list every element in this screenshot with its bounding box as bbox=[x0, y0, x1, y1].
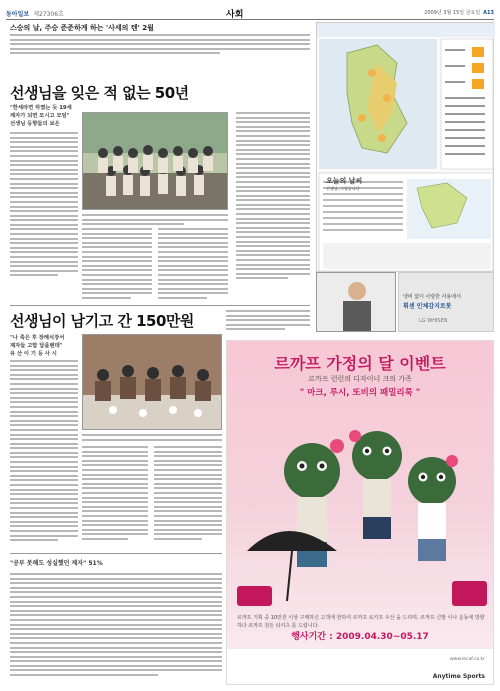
lecaf-ad-url[interactable]: www.lecaf.co.kr bbox=[449, 657, 485, 662]
article2-body-col2 bbox=[82, 446, 148, 542]
ad-photo-person bbox=[316, 272, 396, 332]
photo1-caption-lines bbox=[82, 214, 228, 228]
lecaf-ad-slogan: " 마크, 루시, 또비의 패밀리룩 " bbox=[299, 388, 421, 398]
intro-kicker: 스승의 날, 주승 준준하게 하는 '사세의 텐' 2월 bbox=[10, 24, 154, 32]
article1-body-col1 bbox=[10, 132, 78, 300]
whisen-brand: LG WHISEN bbox=[419, 318, 448, 324]
whisen-ad-line2: 휘센 인체감지로봇 bbox=[403, 303, 452, 310]
article2-body-col1 bbox=[10, 360, 78, 544]
mini-article bbox=[10, 553, 222, 679]
article1-body-col4 bbox=[236, 112, 310, 282]
lecaf-brand: Anytime Sports bbox=[432, 673, 485, 680]
photo2-caption-lines bbox=[82, 434, 222, 443]
date-page bbox=[424, 9, 494, 16]
article1-subhead-line1: "한세라면 하였는 듯 19세 bbox=[10, 105, 72, 111]
article1-subhead-line3: 선생님 등향들의 보은 bbox=[10, 121, 60, 127]
page-number: A13 bbox=[483, 10, 494, 16]
weather-title: 오늘의 날씨 bbox=[326, 177, 363, 185]
article2-body-col3 bbox=[154, 446, 222, 542]
lecaf-ad-illustration bbox=[227, 401, 494, 611]
article1-subhead bbox=[10, 104, 78, 128]
article1-subhead-line2: 제자가 되면 모시고 모임" bbox=[10, 113, 70, 119]
mini-article-headline: "공부 못해도 성실했던 제자" 51% bbox=[10, 560, 103, 567]
paper-title: 동아일보 bbox=[6, 11, 30, 18]
group-photo-1 bbox=[82, 112, 228, 210]
section-title: 사회 bbox=[226, 10, 244, 20]
lecaf-ad-footer bbox=[227, 648, 493, 684]
article2-subhead-line3: 유 산 이 기 등 사 시 bbox=[10, 351, 57, 357]
article1-body-col2 bbox=[82, 228, 152, 302]
intro-body-text bbox=[10, 34, 310, 80]
article1-body-col3 bbox=[158, 228, 228, 302]
paper-name bbox=[6, 9, 64, 18]
lecaf-event-ad[interactable] bbox=[226, 340, 494, 685]
lecaf-ad-period: 행사기간 : 2009.04.30~05.17 bbox=[291, 632, 429, 642]
article2-headline: 선생님이 남기고 간 150만원 bbox=[10, 312, 194, 330]
article2-subhead-line2: 제자들 고맙 답을렌데" bbox=[10, 343, 63, 349]
article2-body-col4 bbox=[226, 310, 310, 333]
section-divider bbox=[10, 305, 310, 306]
lecaf-ad-title: 르까프 가정의 달 이벤트 bbox=[274, 354, 446, 373]
whisen-ad-line1: 냉비 없이 사랑한 사용에서 bbox=[403, 294, 461, 300]
issue-date: 2009년 3월 15일 금요일 bbox=[424, 10, 481, 16]
issue-number: 제27306호 bbox=[33, 11, 64, 18]
weather-map-graphic bbox=[317, 23, 495, 273]
article1-headline-block bbox=[10, 82, 310, 103]
article1-headline: 선생님을 잊은 적 없는 50년 bbox=[10, 84, 189, 102]
article2-subhead bbox=[10, 334, 78, 358]
lecaf-ad-subtitle: 르까프 런런의 디자이너 크의 가족 bbox=[308, 375, 412, 383]
weather-subtitle: 선생님, 그립습니다 bbox=[326, 186, 360, 191]
weather-panel bbox=[316, 22, 494, 272]
lecaf-ad-event-text: 르까프 기획 중 10만원 이상 구매하신 고객에 한하여 르까프 로키프 우산 을 드리며, 르까프 신발 이나 운동에 방향하다 르까프 원든 티셔츠 를 드립니다. bbox=[237, 615, 485, 629]
article2-subhead-line1: "나 죽은 후 장례식장서 bbox=[10, 335, 65, 341]
whisen-ad-banner[interactable] bbox=[398, 272, 494, 332]
masthead bbox=[6, 6, 494, 20]
article2-headline-block bbox=[10, 310, 222, 331]
dinner-photo bbox=[82, 334, 222, 430]
